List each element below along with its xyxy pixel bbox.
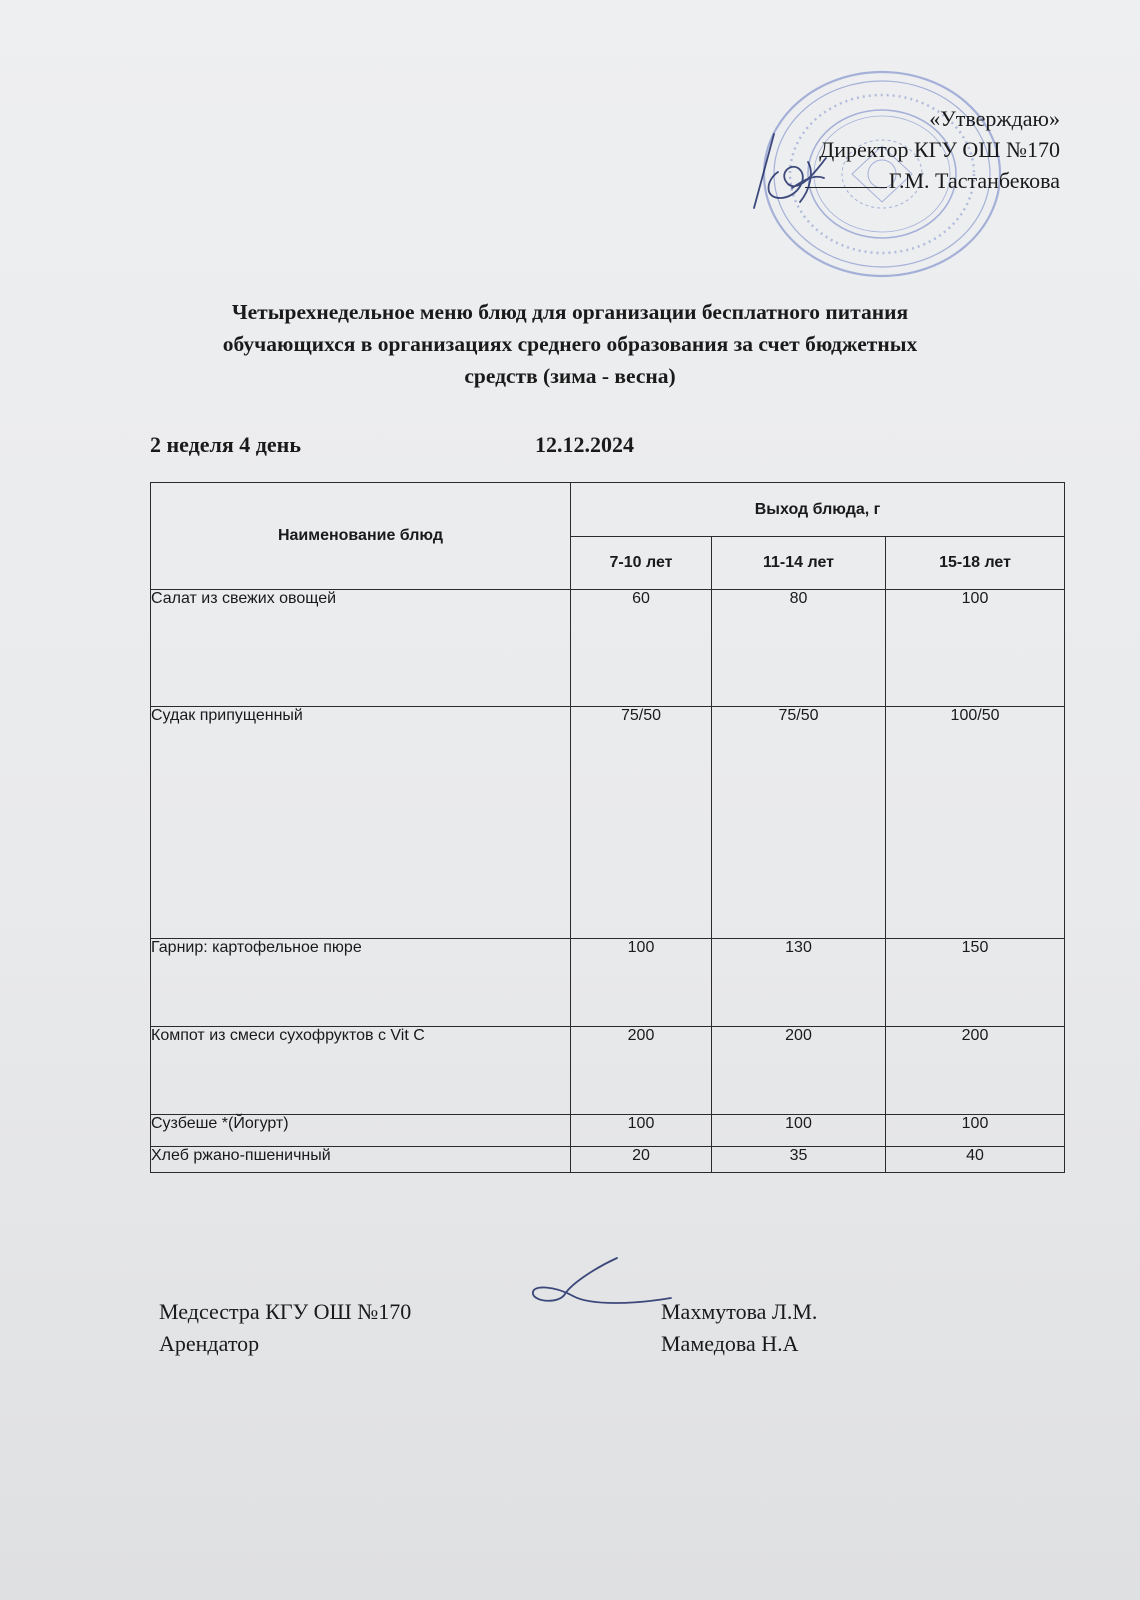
table-row xyxy=(151,1147,1065,1173)
approval-director-name: Г.М. Тастанбекова xyxy=(888,168,1060,193)
approval-signature-line xyxy=(805,165,1060,196)
portion-value: 200 xyxy=(712,1027,886,1115)
table-row xyxy=(151,590,1065,707)
title-line: Четырехнедельное меню блюд для организации бесплатного питания xyxy=(231,300,909,324)
portion-value: 80 xyxy=(712,590,886,707)
footer-tenant-position: Арендатор xyxy=(159,1331,260,1356)
dish-name: Хлеб ржано-пшеничный xyxy=(151,1147,571,1173)
portion-value: 75/50 xyxy=(712,707,886,939)
table-row xyxy=(151,1027,1065,1115)
portion-value: 100 xyxy=(712,1115,886,1147)
portion-value: 130 xyxy=(712,939,886,1027)
table-row xyxy=(151,707,1065,939)
portion-value: 75/50 xyxy=(571,707,712,939)
footer-positions xyxy=(159,1296,411,1360)
portion-value: 40 xyxy=(886,1147,1065,1173)
title-line: обучающихся в организациях среднего образования за счет бюджетных xyxy=(222,332,918,356)
table-row xyxy=(151,939,1065,1027)
portion-value: 100 xyxy=(886,590,1065,707)
title-line: средств (зима - весна) xyxy=(464,364,676,388)
header-output: Выход блюда, г xyxy=(571,483,1065,537)
portion-value: 100 xyxy=(571,939,712,1027)
portion-value: 35 xyxy=(712,1147,886,1173)
nurse-signature xyxy=(525,1254,675,1314)
menu-day-info xyxy=(150,432,634,458)
portion-value: 150 xyxy=(886,939,1065,1027)
dish-name: Компот из смеси сухофруктов с Vit C xyxy=(151,1027,571,1115)
dish-name: Гарнир: картофельное пюре xyxy=(151,939,571,1027)
portion-value: 200 xyxy=(886,1027,1065,1115)
portion-value: 20 xyxy=(571,1147,712,1173)
header-age-group: 15-18 лет xyxy=(886,537,1065,590)
footer-tenant-name: Мамедова Н.А xyxy=(661,1331,799,1356)
portion-value: 200 xyxy=(571,1027,712,1115)
portion-value: 100/50 xyxy=(886,707,1065,939)
header-age-group: 11-14 лет xyxy=(712,537,886,590)
approval-position: Директор КГУ ОШ №170 xyxy=(819,137,1060,162)
dish-name: Салат из свежих овощей xyxy=(151,590,571,707)
approval-block xyxy=(805,103,1060,196)
dish-name: Сузбеше *(Йогурт) xyxy=(151,1115,571,1147)
menu-date: 12.12.2024 xyxy=(535,432,634,457)
approval-heading: «Утверждаю» xyxy=(929,106,1060,131)
footer-nurse-name: Махмутова Л.М. xyxy=(661,1299,818,1324)
week-day: 2 неделя 4 день xyxy=(150,432,301,457)
header-age-group: 7-10 лет xyxy=(571,537,712,590)
signature-underline xyxy=(805,167,887,188)
footer-nurse-position: Медсестра КГУ ОШ №170 xyxy=(159,1299,412,1324)
table-header-row xyxy=(151,483,1065,537)
menu-table xyxy=(150,482,1065,1173)
footer-names xyxy=(661,1296,817,1360)
portion-value: 100 xyxy=(571,1115,712,1147)
table-row xyxy=(151,1115,1065,1147)
header-dish-name: Наименование блюд xyxy=(151,483,571,590)
document-title xyxy=(110,296,1030,392)
dish-name: Судак припущенный xyxy=(151,707,571,939)
portion-value: 60 xyxy=(571,590,712,707)
portion-value: 100 xyxy=(886,1115,1065,1147)
